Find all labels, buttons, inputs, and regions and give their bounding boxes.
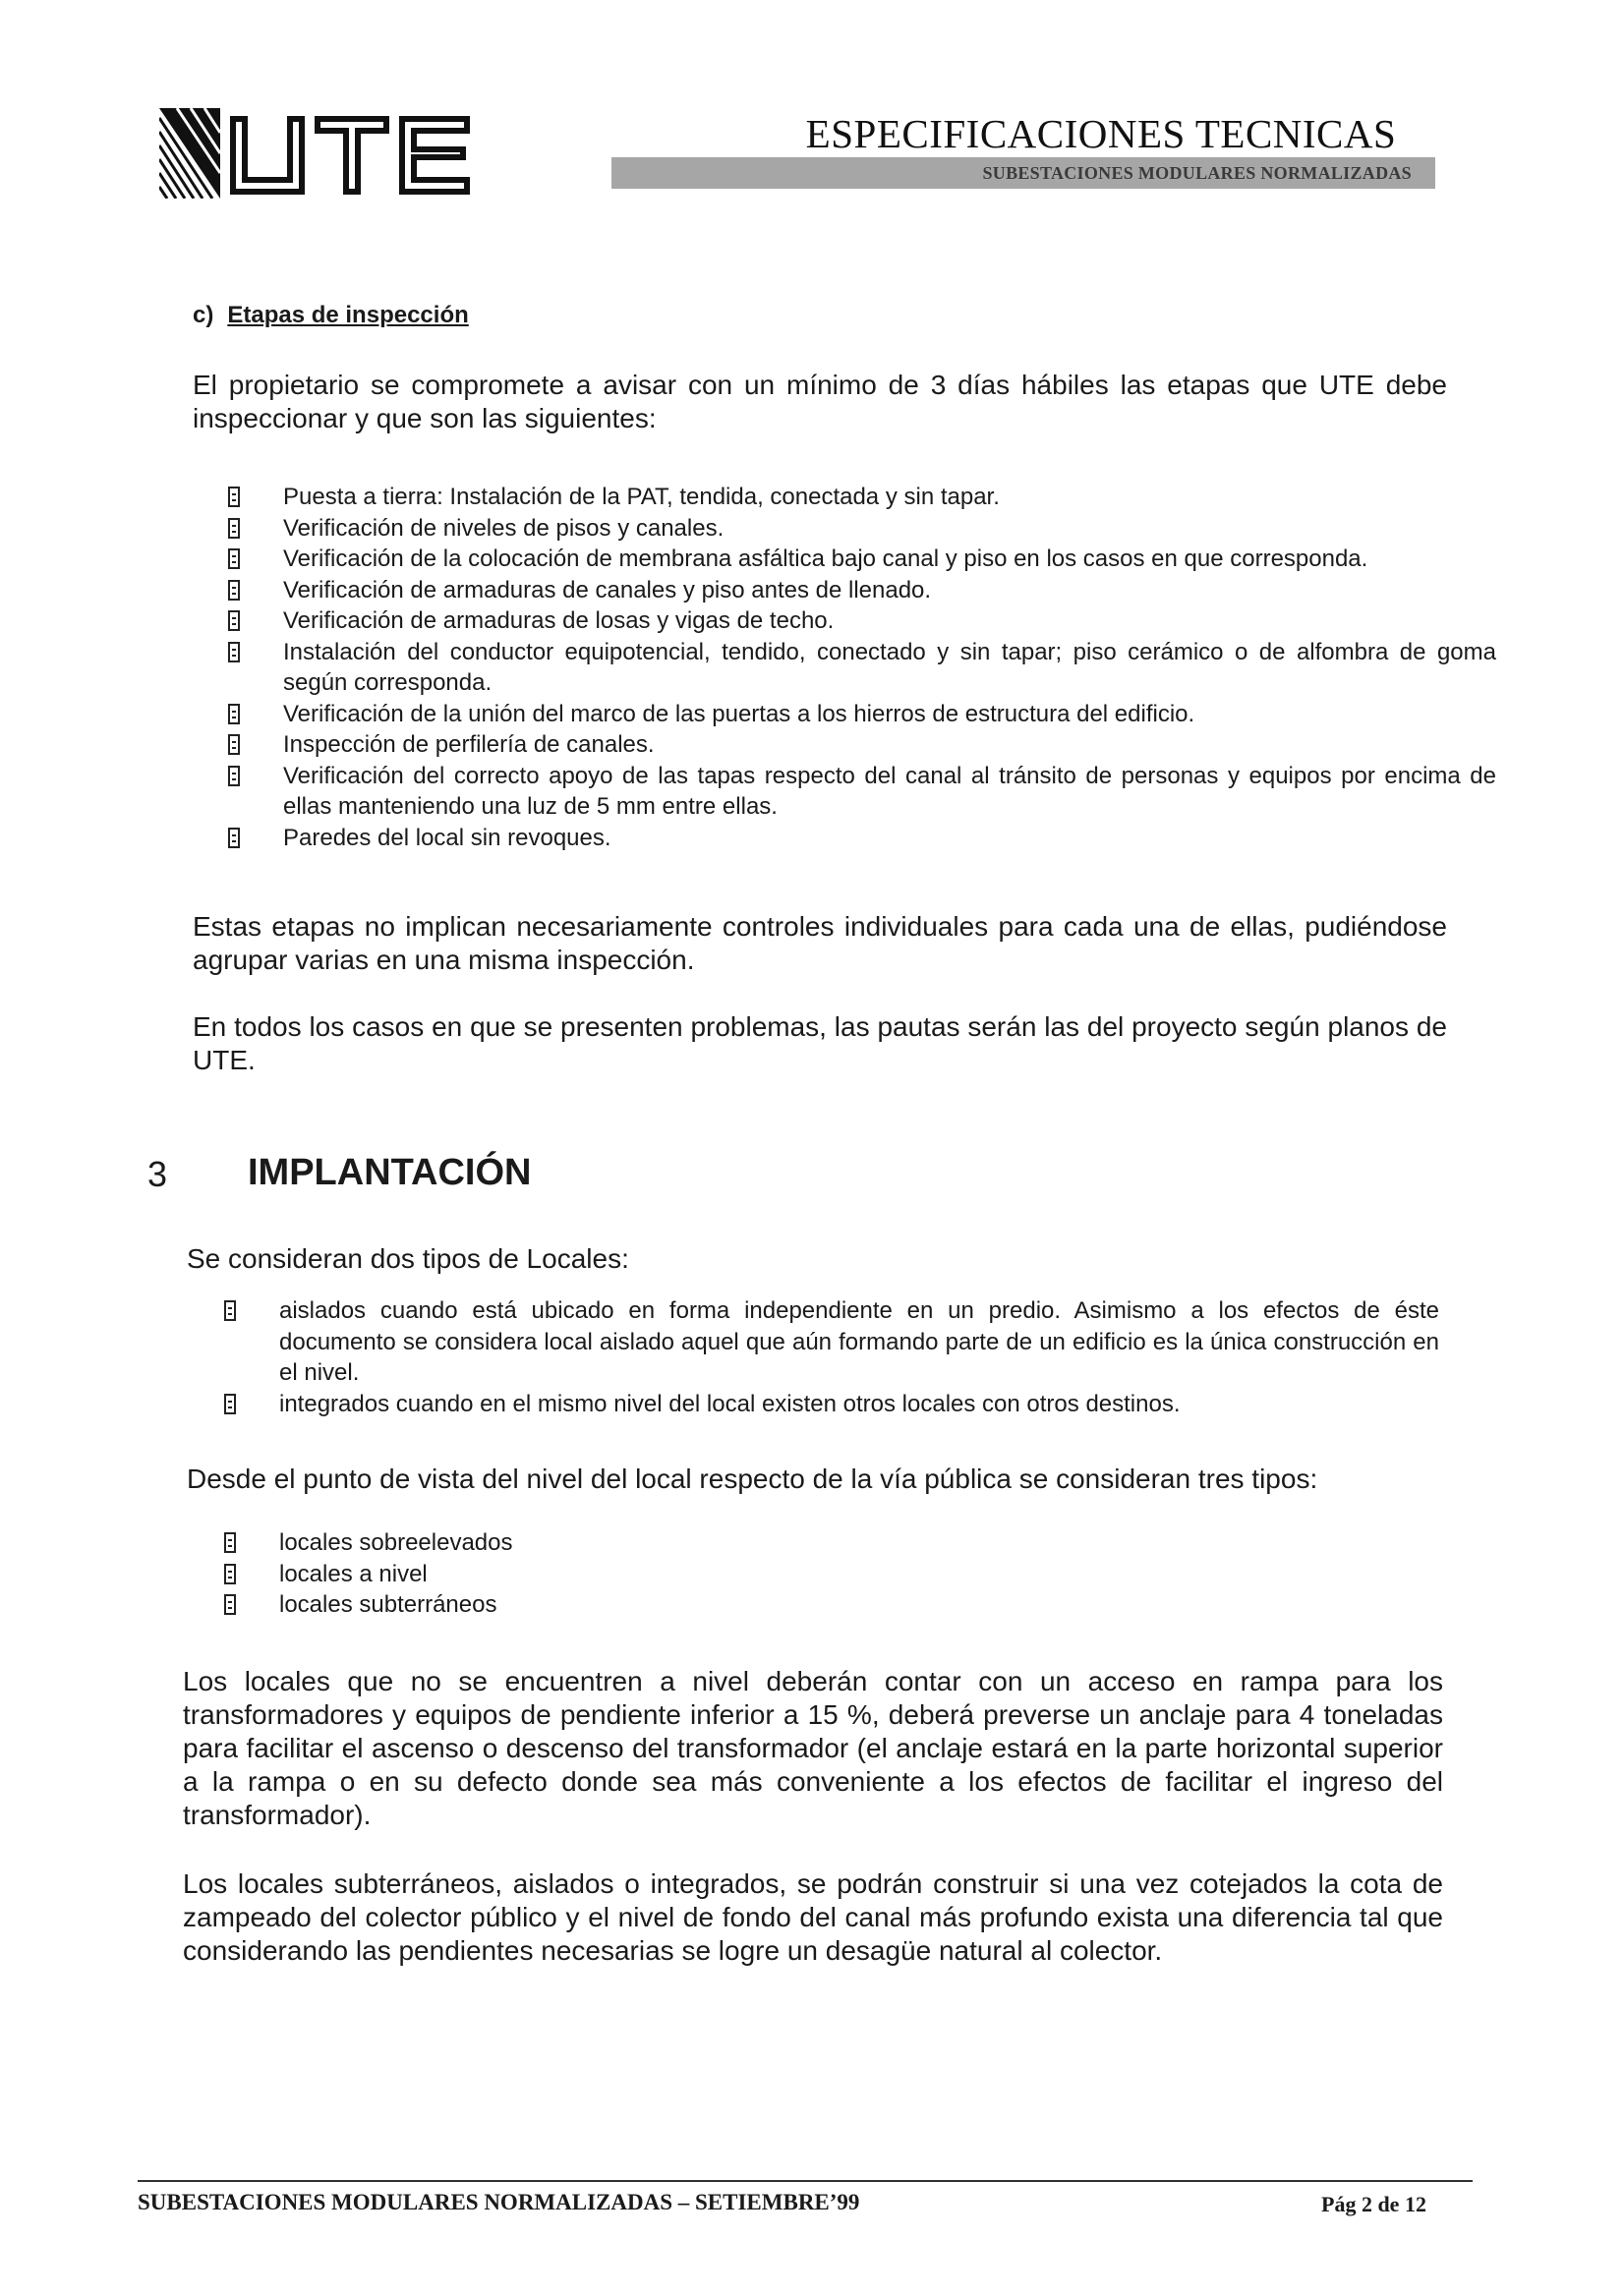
checkbox-bullet-icon	[228, 548, 240, 569]
section-c-heading	[193, 302, 469, 329]
footer-document-name: SUBESTACIONES MODULARES NORMALIZADAS – SETIEMBRE’99	[138, 2190, 860, 2214]
ute-logo	[159, 108, 472, 199]
checkbox-bullet-icon	[228, 518, 240, 539]
list-item: Verificación de niveles de pisos y canales.	[228, 513, 1496, 545]
section-3-intro: Se consideran dos tipos de Locales:	[187, 1243, 629, 1274]
checkbox-bullet-icon	[228, 642, 240, 662]
list-item: Puesta a tierra: Instalación de la PAT, tendida, conectada y sin tapar.	[228, 482, 1496, 513]
checkbox-bullet-icon	[228, 734, 240, 755]
list-item: Verificación del correcto apoyo de las tapas respecto del canal al tránsito de personas y equipos por encima de ellas manteniendo una luz de 5 mm entre ellas.	[228, 761, 1496, 823]
list-item: Paredes del local sin revoques.	[228, 823, 1496, 854]
local-levels-list	[224, 1527, 1109, 1621]
list-item: aislados cuando está ubicado en forma independiente en un predio. Asimismo a los efectos de éste documento se considera local aislado aquel que aún formando parte de un edificio es la única construcción en el nivel.	[224, 1295, 1439, 1389]
list-item: locales sobreelevados	[224, 1527, 1109, 1559]
section-c-paragraph-2: En todos los casos en que se presenten problemas, las pautas serán las del proyecto según planos de UTE.	[193, 1011, 1447, 1075]
checkbox-bullet-icon	[224, 1564, 236, 1584]
underground-paragraph: Los locales subterráneos, aislados o integrados, se podrán construir si una vez cotejados la cota de zampeado del colector público y el nivel de fondo del canal más profundo exista una diferencia tal que considerando las pendientes necesarias se logre un desagüe natural al colector.	[183, 1868, 1443, 1966]
list-item: locales a nivel	[224, 1559, 1109, 1590]
document-subtitle: SUBESTACIONES MODULARES NORMALIZADAS	[982, 163, 1412, 183]
checkbox-bullet-icon	[224, 1300, 236, 1321]
list-item: Verificación de la unión del marco de las puertas a los hierros de estructura del edificio.	[228, 699, 1496, 730]
footer-page-number: Pág 2 de 12	[1321, 2192, 1426, 2216]
checkbox-bullet-icon	[228, 610, 240, 631]
local-types-list	[224, 1295, 1439, 1419]
checkbox-bullet-icon	[228, 580, 240, 601]
list-item: Verificación de armaduras de canales y piso antes de llenado.	[228, 575, 1496, 606]
list-item: Instalación del conductor equipotencial, tendido, conectado y sin tapar; piso cerámico o de alfombra de goma según corresponda.	[228, 637, 1496, 699]
ramp-paragraph: Los locales que no se encuentren a nivel deberán contar con un acceso en rampa para los transformadores y equipos de pendiente inferior a 15 %, deberá preverse un anclaje para 4 toneladas para facilitar el ascenso o descenso del transformador (el anclaje estará en la parte horizontal superior a la rampa o en su defecto donde sea más conveniente a los efectos de facilitar el ingreso del transformador).	[183, 1666, 1443, 1830]
document-subtitle-band	[611, 157, 1435, 189]
list-item: integrados cuando en el mismo nivel del local existen otros locales con otros destinos.	[224, 1389, 1439, 1420]
checkbox-bullet-icon	[224, 1394, 236, 1414]
checkbox-bullet-icon	[228, 828, 240, 848]
list-item: Inspección de perfilería de canales.	[228, 729, 1496, 761]
section-3-number: 3	[147, 1154, 168, 1194]
checkbox-bullet-icon	[228, 704, 240, 724]
footer-divider	[138, 2180, 1473, 2182]
inspection-stages-list	[228, 482, 1496, 853]
section-c-paragraph-1: Estas etapas no implican necesariamente controles individuales para cada una de ellas, pudiéndose agrupar varias en una misma inspección.	[193, 911, 1447, 975]
checkbox-bullet-icon	[228, 487, 240, 507]
list-item: locales subterráneos	[224, 1589, 1109, 1621]
checkbox-bullet-icon	[228, 766, 240, 786]
checkbox-bullet-icon	[224, 1594, 236, 1615]
section-c-title: Etapas de inspección	[227, 302, 469, 328]
section-3-title: IMPLANTACIÓN	[248, 1152, 532, 1193]
list-item: Verificación de la colocación de membrana asfáltica bajo canal y piso en los casos en que corresponda.	[228, 544, 1496, 575]
section-c-intro: El propietario se compromete a avisar con un mínimo de 3 días hábiles las etapas que UTE debe inspeccionar y que son las siguientes:	[193, 370, 1447, 433]
list-item: Verificación de armaduras de losas y vigas de techo.	[228, 605, 1496, 637]
checkbox-bullet-icon	[224, 1532, 236, 1553]
section-c-label: c)	[193, 302, 214, 328]
section-3-level-intro: Desde el punto de vista del nivel del local respecto de la vía pública se consideran tres tipos:	[187, 1464, 1318, 1494]
document-title: ESPECIFICACIONES TECNICAS	[805, 111, 1397, 156]
